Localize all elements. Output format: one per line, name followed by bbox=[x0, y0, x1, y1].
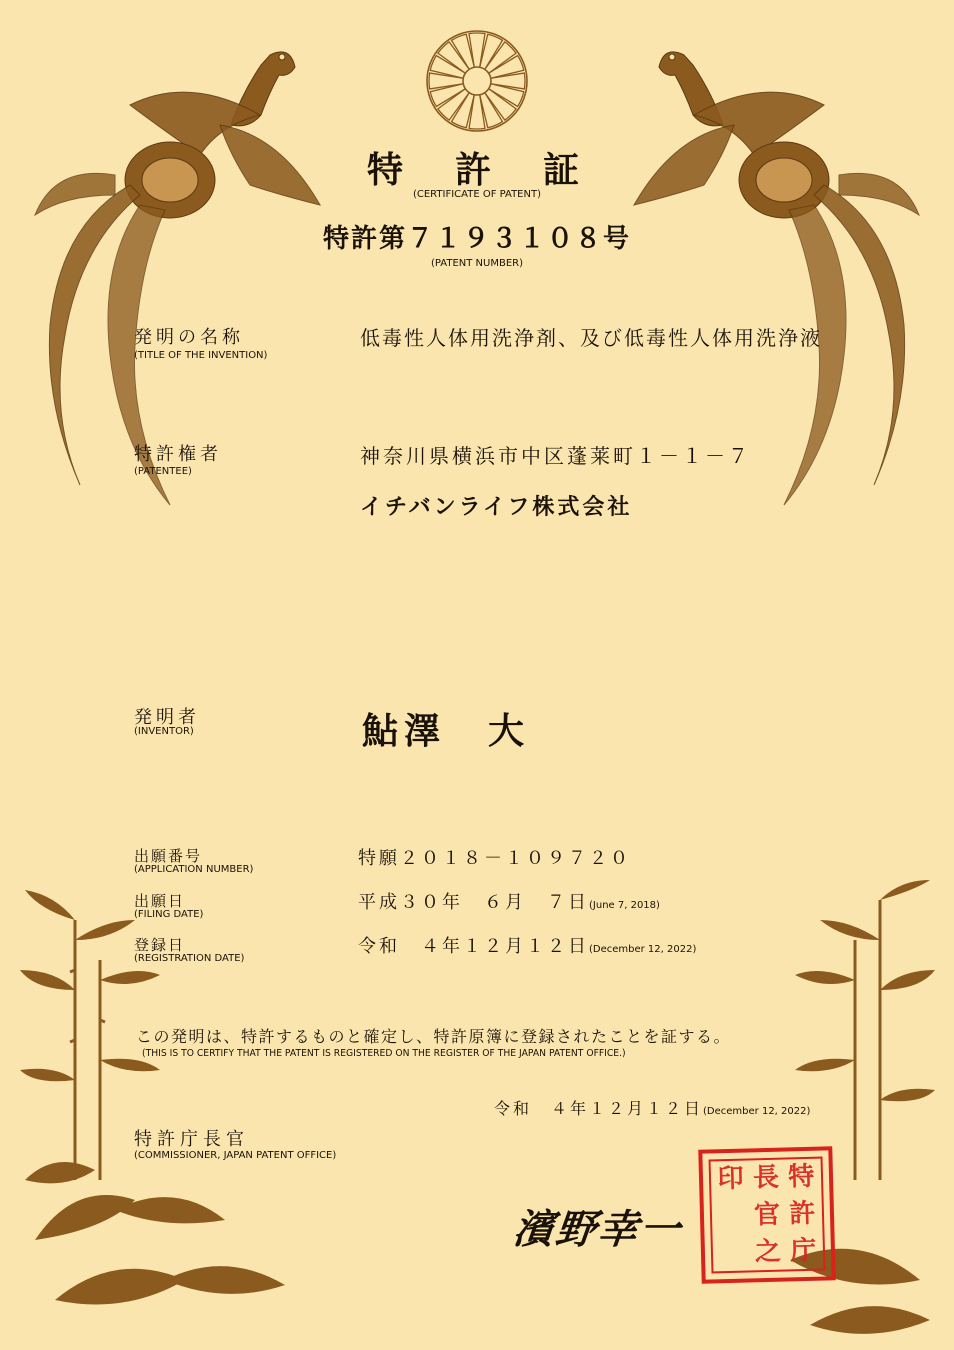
patentee-label: 特許権者 bbox=[134, 444, 222, 465]
registration-date-value-en: (December 12, 2022) bbox=[589, 944, 697, 955]
phoenix-left-icon bbox=[20, 35, 340, 555]
chrysanthemum-petal bbox=[429, 73, 463, 89]
chrysanthemum-petal bbox=[452, 34, 475, 69]
registration-date-value: 令和 ４年１２月１２日 bbox=[358, 936, 589, 957]
chrysanthemum-petal bbox=[489, 56, 524, 79]
certification-text-en: (THIS IS TO CERTIFY THAT THE PATENT IS REGISTERED ON THE REGISTER OF THE JAPAN PATENT OFFICE.) bbox=[142, 1048, 626, 1059]
patent-number-en: (PATENT NUMBER) bbox=[430, 258, 523, 269]
seal-glyph: 長 bbox=[752, 1163, 780, 1194]
seal-glyph: 官 bbox=[753, 1199, 781, 1231]
seal-glyph bbox=[715, 1252, 750, 1253]
chrysanthemum-petal bbox=[480, 93, 503, 128]
commissioner-label-en: (COMMISSIONER, JAPAN PATENT OFFICE) bbox=[134, 1150, 337, 1161]
seal-glyph bbox=[714, 1215, 749, 1216]
official-seal-glyphs bbox=[713, 1159, 822, 1272]
issue-date-en: (December 12, 2022) bbox=[703, 1106, 811, 1117]
phoenix-right-icon bbox=[614, 35, 934, 555]
inventor-label: 発明者 bbox=[134, 707, 200, 728]
patentee-name: イチバンライフ株式会社 bbox=[360, 494, 633, 520]
chrysanthemum-emblem-icon bbox=[424, 28, 530, 134]
filing-date-value-en: (June 7, 2018) bbox=[589, 900, 660, 911]
application-number-label-en: (APPLICATION NUMBER) bbox=[134, 864, 254, 875]
chrysanthemum-petal bbox=[469, 95, 485, 129]
official-seal bbox=[698, 1146, 835, 1283]
registration-date-label-en: (REGISTRATION DATE) bbox=[134, 953, 245, 964]
chrysanthemum-petal bbox=[485, 42, 516, 73]
inventor-label-en: (INVENTOR) bbox=[134, 726, 194, 737]
seal-glyph: 特 bbox=[787, 1162, 815, 1193]
commissioner-signature: 濱野幸一 bbox=[511, 1206, 685, 1253]
registration-date-value-row bbox=[358, 932, 696, 958]
application-number-label: 出願番号 bbox=[134, 847, 203, 865]
inventor-name: 鮎澤 大 bbox=[362, 710, 531, 752]
chrysanthemum-petal bbox=[485, 89, 516, 120]
registration-date-label: 登録日 bbox=[134, 936, 186, 954]
certificate-title-en: (CERTIFICATE OF PATENT) bbox=[412, 189, 541, 200]
invention-title-label: 発明の名称 bbox=[134, 327, 244, 348]
chrysanthemum-petal bbox=[480, 34, 503, 69]
chrysanthemum-petal bbox=[438, 89, 469, 120]
invention-title-value: 低毒性人体用洗浄剤、及び低毒性人体用洗浄液 bbox=[360, 326, 822, 350]
seal-glyph: 庁 bbox=[789, 1235, 817, 1267]
seal-glyph: 印 bbox=[717, 1163, 745, 1195]
seal-glyph: 許 bbox=[788, 1198, 816, 1230]
seal-glyph: 之 bbox=[754, 1236, 782, 1267]
patentee-label-en: (PATENTEE) bbox=[134, 466, 192, 477]
filing-date-value: 平成３０年 ６月 ７日 bbox=[358, 892, 589, 913]
patent-number: 特許第７１９３１０８号 bbox=[322, 224, 631, 254]
chrysanthemum-petal bbox=[430, 56, 465, 79]
certification-text: この発明は、特許するものと確定し、特許原簿に登録されたことを証する。 bbox=[136, 1027, 732, 1046]
issue-date: 令和 ４年１２月１２日 bbox=[494, 1099, 704, 1118]
chrysanthemum-petal bbox=[491, 73, 525, 89]
chrysanthemum-petal bbox=[452, 93, 475, 128]
patentee-address: 神奈川県横浜市中区蓬莱町１－１－７ bbox=[360, 444, 751, 468]
certificate-title: 特 許 証 bbox=[366, 149, 587, 191]
chrysanthemum-petal bbox=[438, 42, 469, 73]
filing-date-label: 出願日 bbox=[134, 892, 186, 910]
chrysanthemum-petal bbox=[469, 33, 485, 67]
filing-date-label-en: (FILING DATE) bbox=[134, 909, 204, 920]
application-number-value: 特願２０１８－１０９７２０ bbox=[358, 848, 631, 869]
commissioner-label: 特許庁長官 bbox=[134, 1129, 249, 1150]
chrysanthemum-petal bbox=[489, 84, 524, 107]
issue-date-row bbox=[494, 1096, 810, 1119]
invention-title-label-en: (TITLE OF THE INVENTION) bbox=[134, 350, 268, 361]
chrysanthemum-petal bbox=[430, 84, 465, 107]
filing-date-value-row bbox=[358, 888, 660, 914]
